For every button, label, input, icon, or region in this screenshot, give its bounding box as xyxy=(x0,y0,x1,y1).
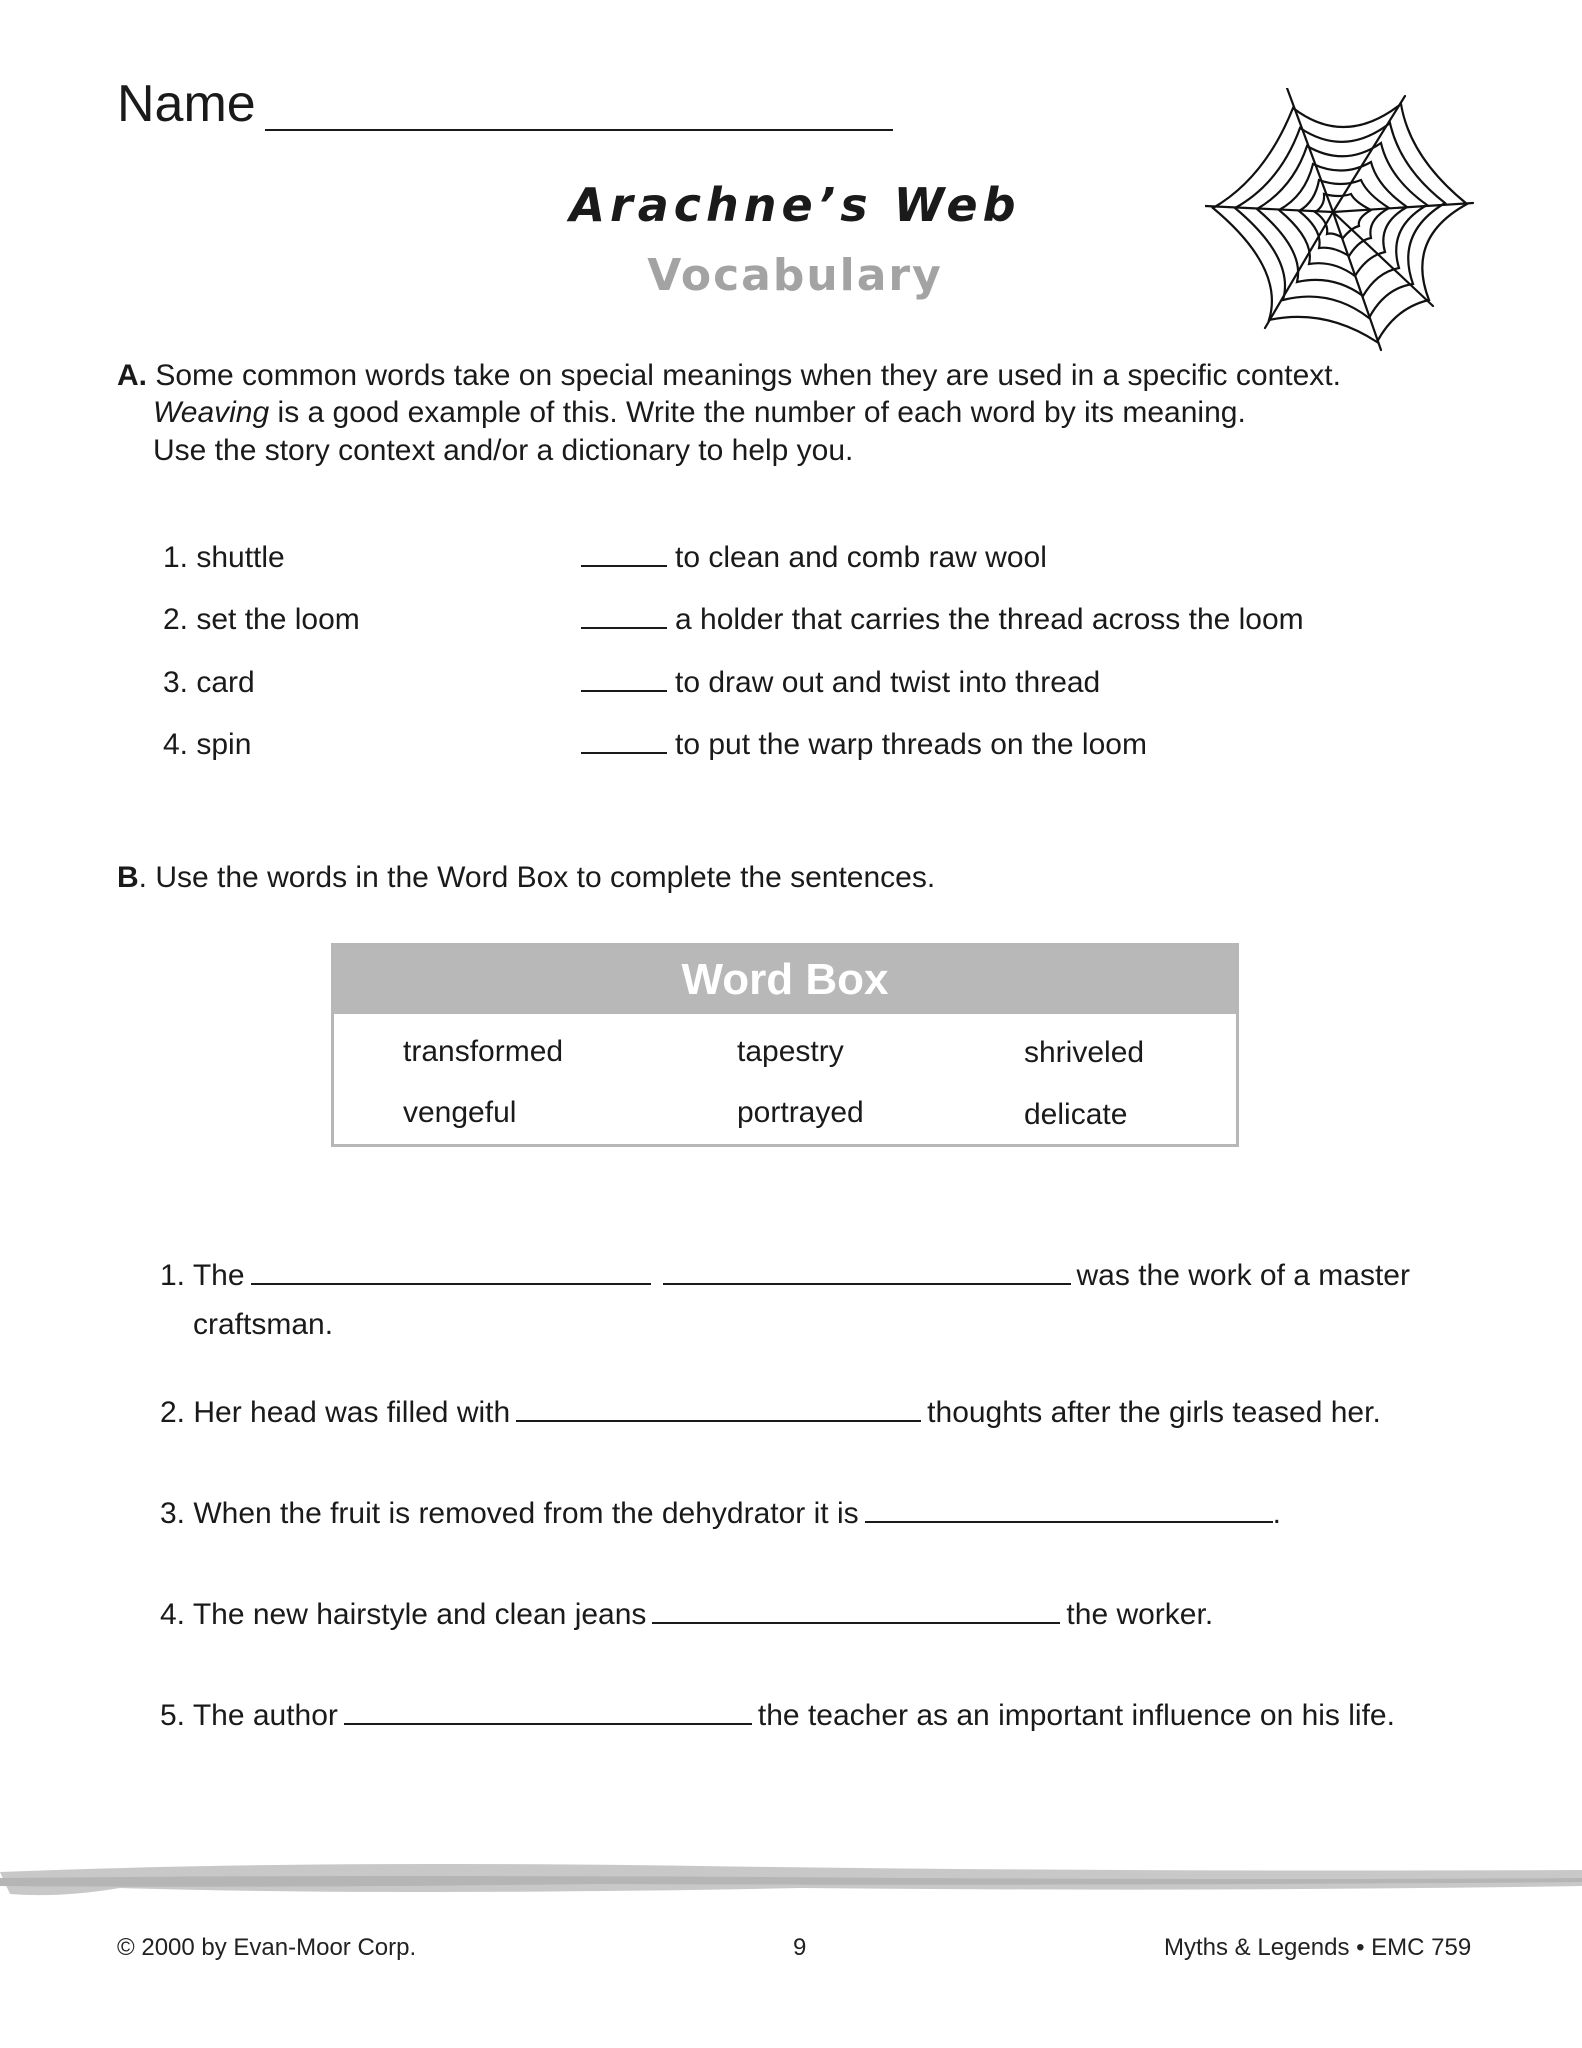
footer-page-number: 9 xyxy=(793,1934,807,1961)
section-b-letter: B xyxy=(117,861,139,894)
footer-series: Myths & Legends • EMC 759 xyxy=(1164,1934,1472,1961)
section-a-intro-line1: A. Some common words take on special meanings when they are used in a specific context. xyxy=(117,359,1341,392)
answer-blank[interactable] xyxy=(581,605,667,629)
sentence-blank[interactable] xyxy=(344,1701,752,1725)
sentence-1: 1. The was the work of a master xyxy=(160,1259,1410,1292)
answer-blank[interactable] xyxy=(581,543,667,567)
worksheet-subtitle: Vocabulary xyxy=(647,250,943,301)
sentence-blank[interactable] xyxy=(865,1499,1273,1523)
sentence-blank[interactable] xyxy=(516,1398,921,1422)
meaning-row: to draw out and twist into thread xyxy=(581,664,1100,702)
sentence-1-continued: craftsman. xyxy=(193,1308,334,1341)
name-field[interactable] xyxy=(265,129,893,131)
term-item: 2. set the loom xyxy=(163,603,360,636)
footer-divider xyxy=(0,1858,1582,1904)
sentence-5: 5. The author the teacher as an important influence on his life. xyxy=(160,1699,1395,1732)
word-box-word: vengeful xyxy=(403,1096,517,1129)
meaning-row: to put the warp threads on the loom xyxy=(581,726,1147,764)
answer-blank[interactable] xyxy=(581,730,667,754)
section-a-intro-line3: Use the story context and/or a dictionary to help you. xyxy=(153,434,854,467)
sentence-2: 2. Her head was filled with thoughts after the girls teased her. xyxy=(160,1396,1381,1429)
word-box-word: tapestry xyxy=(737,1035,844,1068)
meaning-row: to clean and comb raw wool xyxy=(581,539,1047,577)
word-box-word: shriveled xyxy=(1024,1036,1145,1069)
section-b-intro: B. Use the words in the Word Box to complete the sentences. xyxy=(117,861,936,894)
worksheet-title: Arachne’s Web xyxy=(569,178,1021,232)
footer-copyright: © 2000 by Evan-Moor Corp. xyxy=(117,1934,417,1961)
word-box-title: Word Box xyxy=(334,946,1236,1014)
term-item: 3. card xyxy=(163,666,255,699)
sentence-blank[interactable] xyxy=(652,1600,1060,1624)
spider-web-icon xyxy=(1205,88,1475,356)
sentence-3: 3. When the fruit is removed from the dehydrator it is . xyxy=(160,1497,1281,1530)
sentence-blank[interactable] xyxy=(663,1261,1071,1285)
section-a-letter: A. xyxy=(117,359,147,392)
answer-blank[interactable] xyxy=(581,668,667,692)
name-label: Name xyxy=(117,75,256,133)
sentence-4: 4. The new hairstyle and clean jeans the worker. xyxy=(160,1598,1214,1631)
word-box xyxy=(331,943,1239,1147)
word-box-word: portrayed xyxy=(737,1096,864,1129)
term-item: 4. spin xyxy=(163,728,252,761)
word-box-word: delicate xyxy=(1024,1098,1128,1131)
meaning-row: a holder that carries the thread across the loom xyxy=(581,601,1304,639)
sentence-blank[interactable] xyxy=(251,1261,651,1285)
term-item: 1. shuttle xyxy=(163,541,285,574)
word-box-word: transformed xyxy=(403,1035,564,1068)
section-a-intro-line2: Weaving is a good example of this. Write the number of each word by its meaning. xyxy=(153,396,1246,429)
